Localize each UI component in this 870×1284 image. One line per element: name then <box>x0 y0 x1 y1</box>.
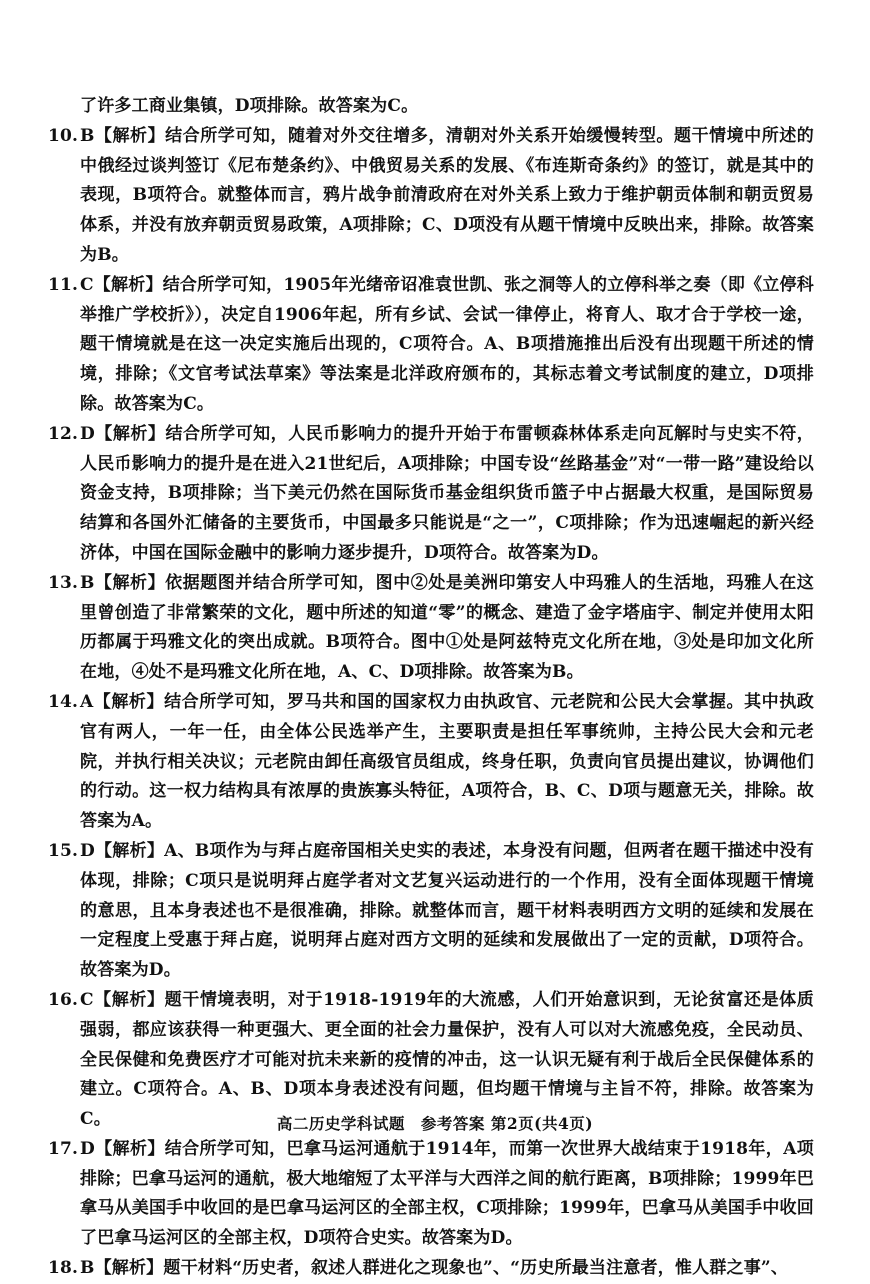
answer-number: 10. <box>48 125 79 146</box>
answer-item <box>48 837 814 986</box>
answer-letter: C <box>80 989 94 1010</box>
analysis-tag: 【解析】 <box>94 1138 165 1159</box>
answer-item <box>48 688 814 837</box>
answer-number: 14. <box>48 691 79 712</box>
answer-item <box>48 271 814 420</box>
answer-letter: D <box>80 840 95 861</box>
analysis-text: 题干情境表明，对于1918-1919年的大流感，人们开始意识到，无论贫富还是体质强弱，都应该获得一种更强大、更全面的社会力量保护，没有人可以对大流感免疫，全民动员、全民保健和免费医疗才可能对抗未来新的疫情的冲击，这一认识无疑有利于战后全民保健体系的建立。C项符合。A、B、D项本身表述没有问题，但均题干情境与主旨不符，排除。故答案为C。 <box>80 989 814 1130</box>
answer-letter: D <box>80 423 95 444</box>
answer-item <box>48 1135 814 1254</box>
analysis-tag: 【解析】 <box>94 125 166 146</box>
answer-number: 13. <box>48 572 79 593</box>
answer-number: 18. <box>48 1258 79 1279</box>
answer-letter: A <box>80 691 94 712</box>
analysis-text: 结合所学可知，罗马共和国的国家权力由执政官、元老院和公民大会掌握。其中执政官有两人，一年一任，由全体公民选举产生，主要职责是担任军事统帅，主持公民大会和元老院，并执行相关决议；元老院由卸任高级官员组成，终身任职，负责向官员提出建议，协调他们的行动。这一权力结构具有浓厚的贵族寡头特征，A项符合，B、C、D项与题意无关，排除。故答案为A。 <box>80 691 814 832</box>
answer-number: 17. <box>48 1138 79 1159</box>
analysis-text: 结合所学可知，巴拿马运河通航于1914年，而第一次世界大战结束于1918年，A项排除；巴拿马运河的通航，极大地缩短了太平洋与大西洋之间的航行距离，B项排除；1999年巴拿马从美国手中收回的是巴拿马运河区的全部主权，C项排除；1999年，巴拿马从美国手中收回了巴拿马运河区的全部主权，D项符合史实。故答案为D。 <box>80 1138 814 1249</box>
answer-number: 12. <box>48 423 79 444</box>
page-footer: 高二历史学科试题 参考答案 第2页(共4页) <box>276 1114 594 1133</box>
answer-number: 15. <box>48 840 79 861</box>
analysis-tag: 【解析】 <box>93 989 165 1010</box>
answer-item <box>48 569 814 688</box>
analysis-text: A、B项作为与拜占庭帝国相关史实的表述，本身没有问题，但两者在题干描述中没有体现，排除；C项只是说明拜占庭学者对文艺复兴运动进行的一个作用，没有全面体现题干情境的意思，且本身表述也不是很准确，排除。就整体而言，题干材料表明西方文明的延续和发展在一定程度上受惠于拜占庭，说明拜占庭对西方文明的延续和发展做出了一定的贡献，D项符合。故答案为D。 <box>80 840 814 981</box>
analysis-tag: 【解析】 <box>94 423 166 444</box>
answer-content <box>48 92 814 1284</box>
answer-letter: B <box>80 572 95 593</box>
analysis-tag: 【解析】 <box>94 572 166 593</box>
answer-letter: B <box>80 125 95 146</box>
analysis-text: 结合所学可知，人民币影响力的提升开始于布雷顿森林体系走向瓦解时与史实不符，人民币影响力的提升是在进入21世纪后，A项排除；中国专设“丝路基金”对“一带一路”建设给以资金支持，B项排除；当下美元仍然在国际货币基金组织货币篮子中占据最大权重，是国际贸易结算和各国外汇储备的主要货币，中国最多只能说是“之一”，C项排除；作为迅速崛起的新兴经济体，中国在国际金融中的影响力逐步提升，D项符合。故答案为D。 <box>80 423 814 563</box>
analysis-text: 结合所学可知，1905年光绪帝诏准袁世凯、张之洞等人的立停科举之奏（即《立停科举推广学校折》），决定自1906年起，所有乡试、会试一律停止，将育人、取才合于学校一途，题干情境就是在这一决定实施后出现的，C项符合。A、B项措施推出后没有出现题干所述的情境，排除；《文官考试法草案》等法案是北洋政府颁布的，其标志着文考试制度的建立，D项排除。故答案为C。 <box>80 274 814 414</box>
analysis-text: 题干材料“历史者，叙述人群进化之现象也”、“历史所最当注意者，惟人群之事”、 <box>163 1258 789 1279</box>
analysis-tag: 【解析】 <box>94 1258 164 1279</box>
answer-letter: B <box>80 1258 95 1279</box>
continuation-text: 了许多工商业集镇，D项排除。故答案为C。 <box>80 96 419 116</box>
analysis-text: 结合所学可知，随着对外交往增多，清朝对外关系开始缓慢转型。题干情境中所述的中俄经过谈判签订《尼布楚条约》、中俄贸易关系的发展、《布连斯奇条约》的签订，就是其中的表现，B项符合。就整体而言，鸦片战争前清政府在对外关系上致力于维护朝贡体制和朝贡贸易体系，并没有放弃朝贡贸易政策，A项排除；C、D项没有从题干情境中反映出来，排除。故答案为B。 <box>80 125 814 265</box>
answer-letter: D <box>80 1138 95 1159</box>
analysis-tag: 【解析】 <box>93 691 165 712</box>
answer-item <box>48 122 814 271</box>
answer-item <box>48 1254 814 1284</box>
answer-item <box>48 420 814 569</box>
answer-list <box>48 122 814 1284</box>
answer-number: 16. <box>48 989 79 1010</box>
answer-number: 11. <box>48 274 79 295</box>
analysis-tag: 【解析】 <box>94 840 165 861</box>
answer-letter: C <box>80 274 94 295</box>
analysis-tag: 【解析】 <box>93 274 163 295</box>
analysis-text: 依据题图并结合所学可知，图中②处是美洲印第安人中玛雅人的生活地，玛雅人在这里曾创造了非常繁荣的文化，题中所述的知道“零”的概念、建造了金字塔庙宇、制定并使用太阳历都属于玛雅文化的突出成就。B项符合。图中①处是阿兹特克文化所在地，③处是印加文化所在地，④处不是玛雅文化所在地，A、C、D项排除。故答案为B。 <box>80 572 814 683</box>
